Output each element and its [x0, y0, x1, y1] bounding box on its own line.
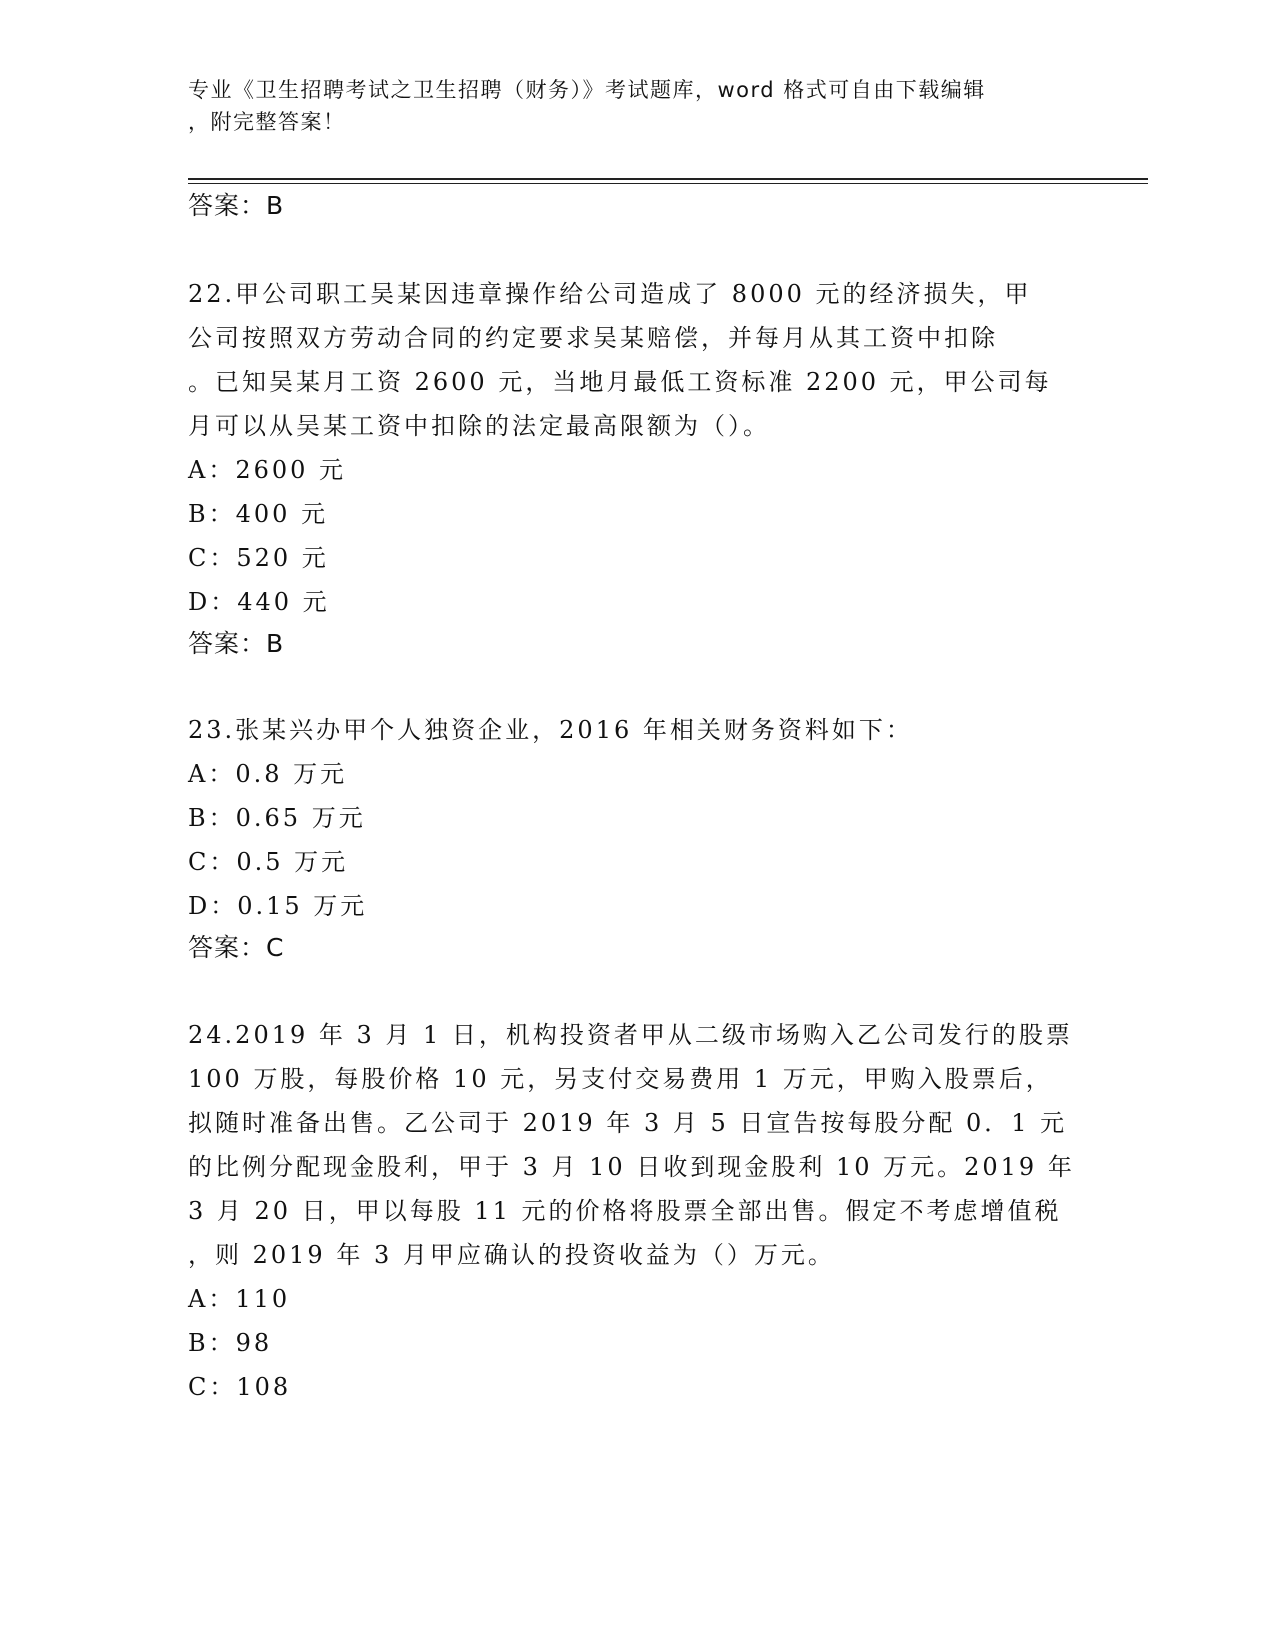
- header-divider-thin: [188, 183, 1148, 184]
- question-24-option-c: C：108: [188, 1373, 292, 1401]
- question-23-option-a: A：0.8 万元: [188, 760, 348, 788]
- question-22-line-2: 公司按照双方劳动合同的约定要求吴某赔偿，并每月从其工资中扣除: [188, 324, 998, 352]
- header-divider-thick: [188, 178, 1148, 180]
- question-23-answer: 答案：C: [188, 933, 285, 962]
- question-24-line-3: 拟随时准备出售。乙公司于 2019 年 3 月 5 日宣告按每股分配 0．1 元: [188, 1109, 1068, 1137]
- question-23-option-b: B：0.65 万元: [188, 804, 366, 832]
- question-22-option-a: A：2600 元: [188, 456, 347, 484]
- question-22-line-4: 月可以从吴某工资中扣除的法定最高限额为（）。: [188, 412, 770, 440]
- question-24-line-2: 100 万股，每股价格 10 元，另支付交易费用 1 万元，甲购入股票后，: [188, 1065, 1053, 1093]
- question-22-line-3: 。已知吴某月工资 2600 元，当地月最低工资标准 2200 元，甲公司每: [188, 368, 1052, 396]
- page-header: [188, 74, 1088, 138]
- question-24-line-1: 24.2019 年 3 月 1 日，机构投资者甲从二级市场购入乙公司发行的股票: [188, 1021, 1073, 1049]
- question-23-line-1: 23.张某兴办甲个人独资企业，2016 年相关财务资料如下：: [188, 716, 913, 744]
- question-24-line-6: ，则 2019 年 3 月甲应确认的投资收益为（）万元。: [188, 1241, 835, 1269]
- header-line-2: ，附完整答案！: [188, 110, 346, 134]
- question-22-line-1: 22.甲公司职工吴某因违章操作给公司造成了 8000 元的经济损失，甲: [188, 280, 1032, 308]
- question-22-answer: 答案：B: [188, 629, 285, 658]
- question-24-option-b: B：98: [188, 1329, 273, 1357]
- header-line-1: 专业《卫生招聘考试之卫生招聘（财务）》考试题库，word 格式可自由下载编辑: [188, 78, 986, 102]
- question-22-option-c: C：520 元: [188, 544, 329, 572]
- question-24-line-5: 3 月 20 日，甲以每股 11 元的价格将股票全部出售。假定不考虑增值税: [188, 1197, 1062, 1225]
- question-24-option-a: A：110: [188, 1285, 291, 1313]
- question-23-option-d: D：0.15 万元: [188, 892, 368, 920]
- answer-previous: 答案：B: [188, 191, 285, 220]
- question-22-option-d: D：440 元: [188, 588, 330, 616]
- question-22-option-b: B：400 元: [188, 500, 329, 528]
- question-23-option-c: C：0.5 万元: [188, 848, 349, 876]
- question-24-line-4: 的比例分配现金股利，甲于 3 月 10 日收到现金股利 10 万元。2019 年: [188, 1153, 1075, 1181]
